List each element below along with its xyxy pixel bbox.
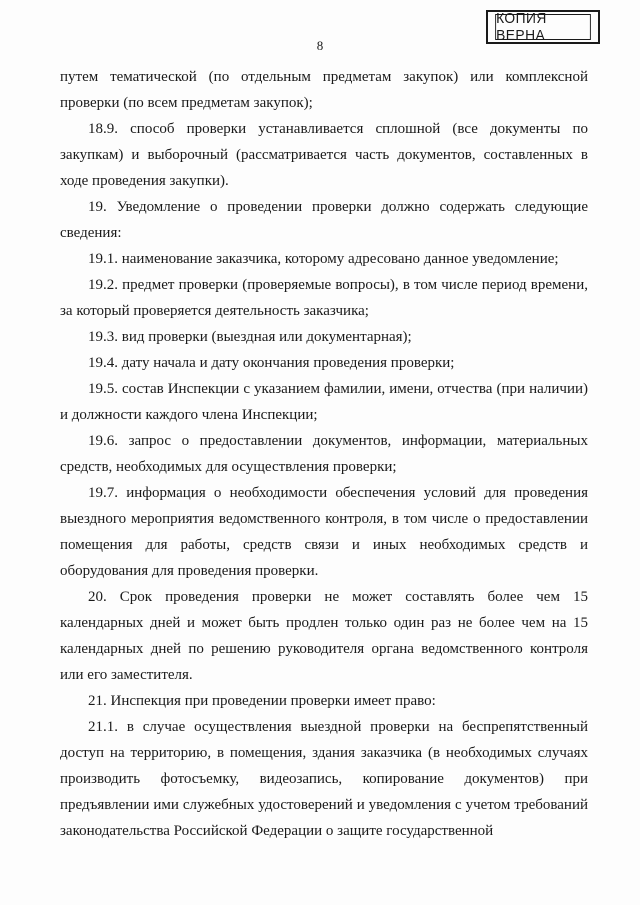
paragraph-18-9: 18.9. способ проверки устанавливается сплошной (все документы по закупкам) и выборочный (рассматривается часть документов, составленных в ходе проведения закупки).: [60, 121, 588, 189]
paragraph-19-4: 19.4. дату начала и дату окончания проведения проверки;: [88, 355, 455, 371]
document-body: [60, 64, 588, 844]
page-number: 8: [316, 38, 324, 53]
paragraph-19-5: 19.5. состав Инспекции с указанием фамилии, имени, отчества (при наличии) и должности каждого члена Инспекции;: [60, 381, 588, 423]
paragraph-21: 21. Инспекция при проведении проверки имеет право:: [88, 693, 436, 709]
paragraph-19-2: 19.2. предмет проверки (проверяемые вопросы), в том числе период времени, за который проверяется деятельность заказчика;: [60, 277, 588, 319]
paragraph-19-7: 19.7. информация о необходимости обеспечения условий для проведения выездного мероприятия ведомственного контроля, в том числе о предоставлении помещения для работы, средств связи и иных необходимых средств и оборудования для проведения проверки.: [60, 485, 588, 579]
paragraph-continuation: путем тематической (по отдельным предметам закупок) или комплексной проверки (по всем предметам закупок);: [60, 69, 588, 111]
paragraph-19: 19. Уведомление о проведении проверки должно содержать следующие сведения:: [60, 199, 588, 241]
paragraph-21-1: 21.1. в случае осуществления выездной проверки на беспрепятственный доступ на территорию, в помещения, здания заказчика (в необходимых случаях производить фотосъемку, видеозапись, копирование документов) при предъявлении ими служебных удостоверений и уведомления с учетом требований законодательства Российской Федерации о защите государственной: [60, 719, 588, 839]
paragraph-19-6: 19.6. запрос о предоставлении документов, информации, материальных средств, необходимых для осуществления проверки;: [60, 433, 588, 475]
stamp-text: КОПИЯ ВЕРНА: [495, 14, 591, 40]
paragraph-19-3: 19.3. вид проверки (выездная или документарная);: [88, 329, 412, 345]
paragraph-19-1: 19.1. наименование заказчика, которому адресовано данное уведомление;: [88, 251, 559, 267]
paragraph-20: 20. Срок проведения проверки не может составлять более чем 15 календарных дней и может быть продлен только один раз не более чем на 15 календарных дней по решению руководителя органа ведомственного контроля или его заместителя.: [60, 589, 588, 683]
